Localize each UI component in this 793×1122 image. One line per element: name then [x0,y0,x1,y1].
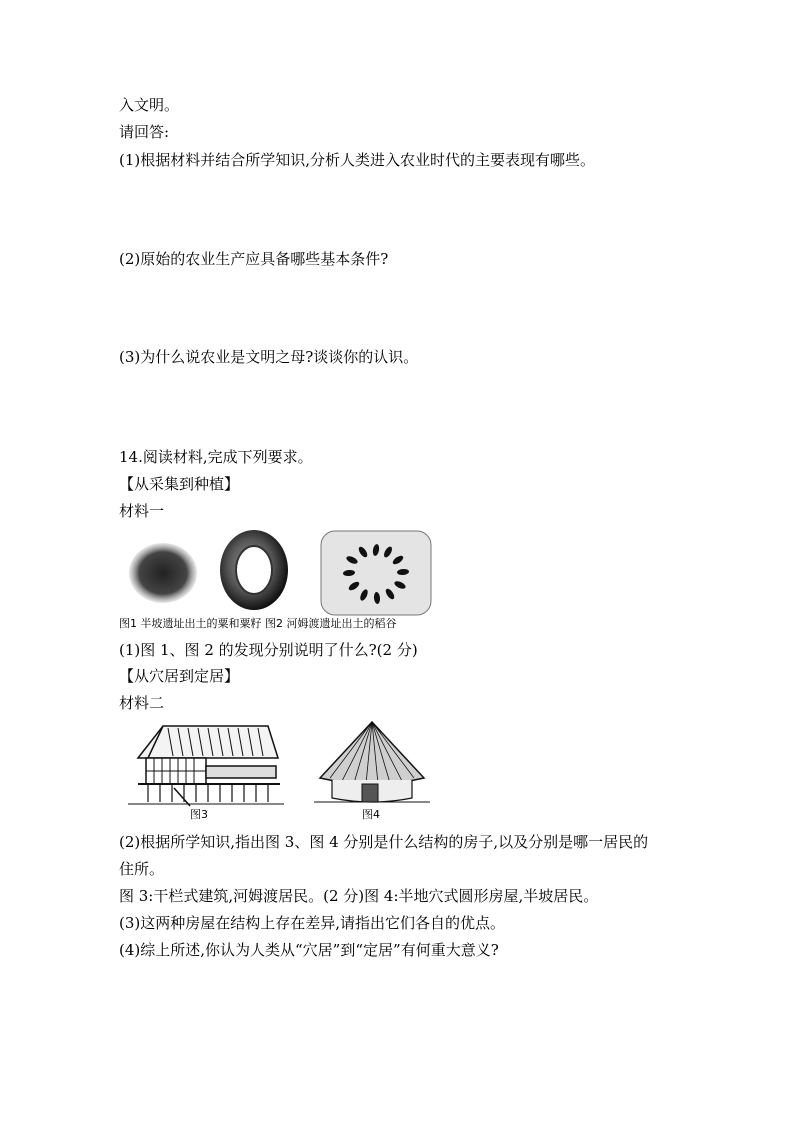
sub-question-4: (4)综上所述,你认为人类从“穴居”到“定居”有何重大意义? [119,941,499,959]
figure-2-image [320,530,432,616]
question-2: (2)原始的农业生产应具备哪些基本条件? [119,250,389,268]
sub-question-1: (1)图 1、图 2 的发现分别说明了什么?(2 分) [119,641,418,659]
figure-1-image [118,528,308,614]
material-label: 材料二 [119,694,165,712]
text-line: 入文明。 [119,96,180,114]
question-14: 14.阅读材料,完成下列要求。 [119,448,313,466]
sub-question-2: (2)根据所学知识,指出图 3、图 4 分别是什么结构的房子,以及分别是哪一居民的 [119,833,649,851]
material-label: 材料一 [119,502,165,520]
answer-2: 图 3:干栏式建筑,河姆渡居民。(2 分)图 4:半地穴式圆形房屋,半坡居民。 [119,887,599,905]
question-3: (3)为什么说农业是文明之母?谈谈你的认识。 [119,348,419,366]
sub-question-2-cont: 住所。 [119,860,165,878]
sub-question-3: (3)这两种房屋在结构上存在差异,请指出它们各自的优点。 [119,914,506,932]
section-heading: 【从采集到种植】 [119,475,240,493]
figure-4-caption: 图4 [362,808,380,821]
text-line: 请回答: [119,123,170,141]
figure-3-caption: 图3 [190,808,208,821]
figure-4-image [310,718,434,810]
figure-3-image [118,718,288,810]
question-1: (1)根据材料并结合所学知识,分析人类进入农业时代的主要表现有哪些。 [119,151,596,169]
figure-1-2-caption: 图1 半坡遗址出土的粟和粟籽 图2 河姆渡遗址出土的稻谷 [119,617,397,630]
section-heading: 【从穴居到定居】 [119,667,240,685]
